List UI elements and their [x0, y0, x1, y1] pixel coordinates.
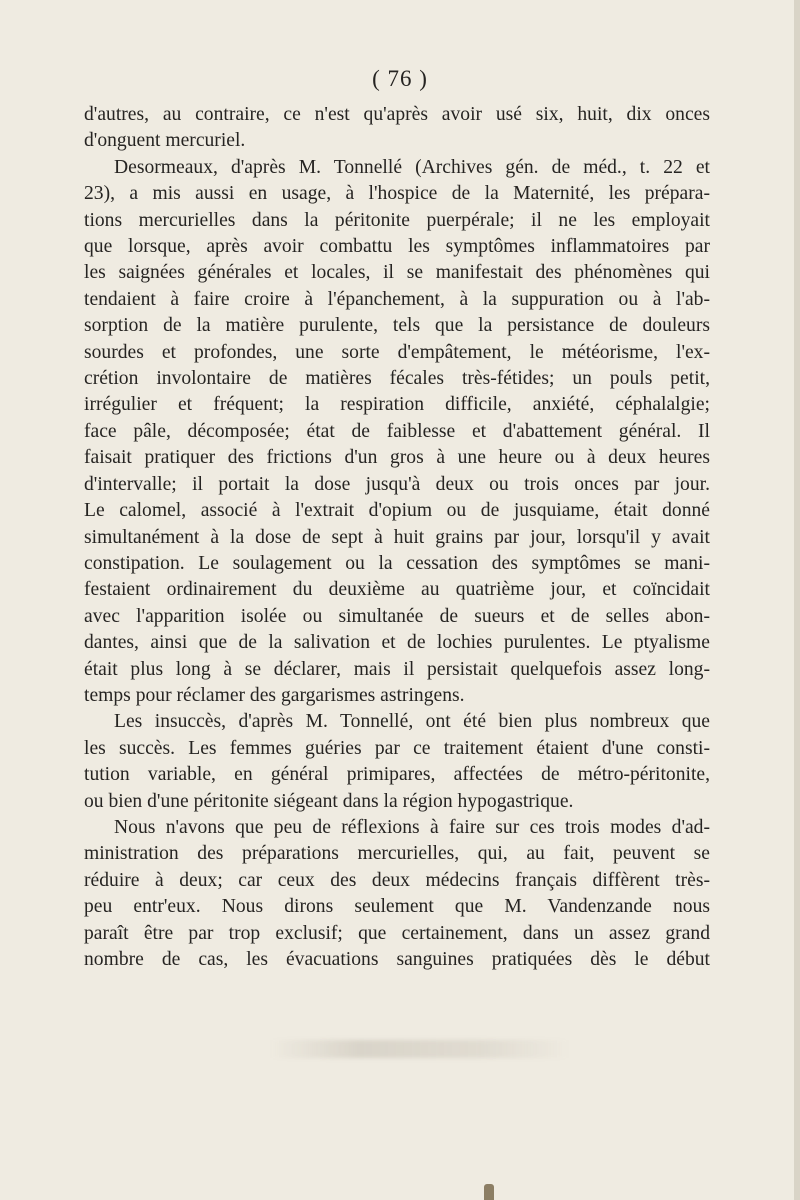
text-line: avec l'apparition isolée ou simultanée de sueurs et de selles abon-: [84, 605, 710, 627]
text-line: nombre de cas, les évacuations sanguines pratiquées dès le début: [84, 949, 710, 970]
ink-bleed-through: [270, 1040, 570, 1058]
text-line: tions mercurielles dans la péritonite puerpérale; il ne les employait: [84, 209, 710, 231]
text-line: réduire à deux; car ceux des deux médecins français diffèrent très-: [84, 869, 710, 891]
text-line: face pâle, décomposée; état de faiblesse et d'abattement général. Il: [84, 420, 710, 442]
text-line: dantes, ainsi que de la salivation et de lochies purulentes. Le ptyalisme: [84, 632, 710, 654]
text-line: festaient ordinairement du deuxième au quatrième jour, et coïncidait: [84, 579, 710, 601]
text-line: Le calomel, associé à l'extrait d'opium ou de jusquiame, était donné: [84, 500, 710, 522]
body-text: [84, 102, 710, 973]
text-line: peu entr'eux. Nous dirons seulement que M. Vandenzande nous: [84, 896, 710, 918]
text-line: tution variable, en général primipares, affectées de métro-péritonite,: [84, 764, 710, 786]
text-line: Nous n'avons que peu de réflexions à faire sur ces trois modes d'ad-: [114, 816, 710, 838]
page-edge-mark: [484, 1184, 494, 1200]
text-line: que lorsque, après avoir combattu les symptômes inflammatoires par: [84, 236, 710, 258]
text-line: était plus long à se déclarer, mais il persistait quelquefois assez long-: [84, 658, 710, 680]
text-line: d'intervalle; il portait la dose jusqu'à deux ou trois onces par jour.: [84, 473, 710, 495]
text-line: sorption de la matière purulente, tels que la persistance de douleurs: [84, 315, 710, 337]
text-line: simultanément à la dose de sept à huit grains par jour, lorsqu'il y avait: [84, 526, 710, 548]
text-line: constipation. Le soulagement ou la cessation des symptômes se mani-: [84, 552, 710, 574]
text-line: Les insuccès, d'après M. Tonnellé, ont été bien plus nombreux que: [114, 711, 710, 733]
text-line: irrégulier et fréquent; la respiration difficile, anxiété, céphalalgie;: [84, 394, 710, 416]
text-line: les succès. Les femmes guéries par ce traitement étaient d'une consti-: [84, 737, 710, 759]
text-line: temps pour réclamer des gargarismes astringens.: [84, 684, 465, 706]
text-line: 23), a mis aussi en usage, à l'hospice de la Maternité, les prépara-: [84, 183, 710, 205]
text-line: d'onguent mercuriel.: [84, 130, 246, 152]
text-line: ou bien d'une péritonite siégeant dans la région hypogastrique.: [84, 790, 574, 812]
text-line: Desormeaux, d'après M. Tonnellé (Archives gén. de méd., t. 22 et: [114, 156, 710, 178]
text-line: ministration des préparations mercurielles, qui, au fait, peuvent se: [84, 843, 710, 865]
text-line: sourdes et profondes, une sorte d'empâtement, le météorisme, l'ex-: [84, 341, 710, 363]
text-line: crétion involontaire de matières fécales très-fétides; un pouls petit,: [84, 368, 710, 390]
text-line: les saignées générales et locales, il se manifestait des phénomènes qui: [84, 262, 710, 284]
page-number: ( 76 ): [372, 66, 428, 91]
text-line: tendaient à faire croire à l'épanchement, à la suppuration ou à l'ab-: [84, 288, 710, 310]
text-line: paraît être par trop exclusif; que certainement, dans un assez grand: [84, 922, 710, 944]
text-line: faisait pratiquer des frictions d'un gros à une heure ou à deux heures: [84, 447, 710, 469]
text-line: d'autres, au contraire, ce n'est qu'après avoir usé six, huit, dix onces: [84, 104, 710, 125]
